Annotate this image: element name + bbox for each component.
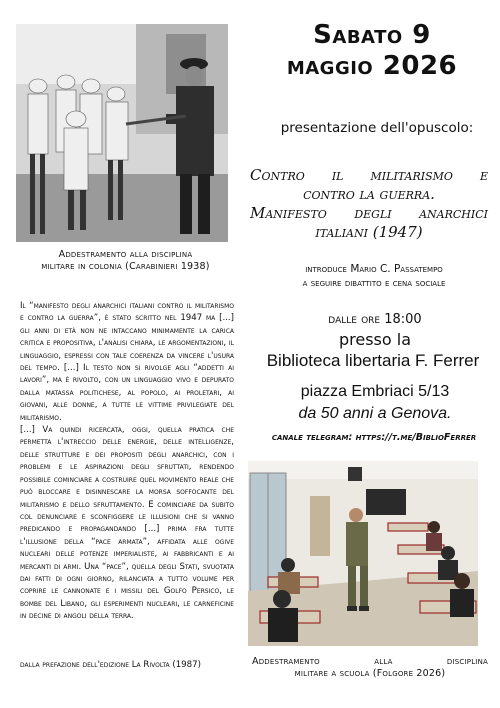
venue-name: Biblioteca libertaria F. Ferrer [266, 351, 480, 370]
photo2-caption-line: Addestramento alla disciplina [252, 656, 488, 667]
photo2-caption [252, 656, 488, 680]
pamphlet-title-line: contro la guerra. [303, 185, 435, 203]
venue-tagline: da 50 anni a Genova. [298, 405, 452, 422]
photo-colonial-training [16, 24, 228, 242]
photo1-caption-line: Addestramento alla disciplina [58, 249, 193, 260]
photo-school-training-image [248, 461, 478, 646]
manifesto-excerpt [20, 300, 234, 623]
start-time: dalle ore 18:00 [328, 312, 422, 327]
pamphlet-title-line: Manifesto degli anarchici [250, 204, 488, 222]
telegram-link[interactable]: https://t.me/BiblioFerrer [355, 432, 477, 443]
pamphlet-title-line: Contro il militarismo e [250, 166, 488, 184]
venue-address: piazza Embriaci 5/13 [300, 383, 450, 400]
speaker-line: introduce Mario C. Passatempo [305, 263, 443, 275]
pamphlet-title [250, 166, 488, 242]
event-date-line: maggio 2026 [286, 51, 458, 81]
event-date-line: Sabato 9 [313, 20, 431, 50]
venue-prefix: presso la [338, 330, 412, 349]
event-date [248, 20, 496, 82]
presentation-intro: presentazione dell'opuscolo: [280, 120, 474, 136]
photo1-caption-line: militare in colonia (Carabinieri 1938) [41, 261, 210, 272]
photo-school-training [248, 461, 478, 646]
excerpt-source: dalla prefazione dell'edizione La Rivolta (1987) [20, 660, 201, 670]
program-line: a seguire dibattito e cena sociale [302, 277, 446, 289]
telegram-channel [252, 432, 496, 444]
pamphlet-title-line: italiani (1947) [315, 223, 423, 241]
telegram-label: canale telegram: [271, 432, 353, 443]
photo-colonial-training-image [16, 24, 228, 242]
photo2-caption-line: militare a scuola (Folgore 2026) [294, 668, 446, 679]
excerpt-paragraph: Il “manifesto degli anarchici italiani contro il militarismo e contro la guerra”, è stato scritto nel 1947 ma [...] gli anni di età non ne intaccano minimamente la carica critica e propositiva, l'analisi chiara, le argomentazioni, il linguaggio, espressi con tale coerenza da vincere l'usura del tempo. [...] Il testo non si rivolge agli “addetti ai lavori”, ma è rivolto, con un linguaggio vivo e depurato dalla matassa politichese, al popolo, ai proletari, ai giovani, alle donne, a tutte le vittime privilegiate del militarismo. [20, 301, 234, 423]
speaker-info [252, 262, 496, 290]
excerpt-paragraph: [...] Va quindi ricercata, oggi, quella pratica che permetta l'intreccio delle energie, delle intelligenze, delle strutture e dei propositi degli anarchici, con i problemi e le aspirazioni degli sfruttati, rendendo possibile cominciare a costruire quel movimento reale che può bloccare e disinnescare la morsa soffocante del militarismo e dello sfruttamento. E cominciare da subito col denunciare e sconfiggere le illusioni che si vanno predicando e propagandando [...] prima fra tutte l'illusione della “pace armata”, affidata alle ogive nucleari delle potenze imperialiste, ai fabbricanti e ai mercanti di armi. Una “pace”, quella degli Stati, svuotata dai fatti di ogni giorno, rilanciata a tutto volume per coprire le cannonate e i missili del Golfo Persico, le bombe del Libano, gli esperimenti nucleari, le carneficine in decine di angoli della terra. [20, 425, 234, 622]
photo1-caption [18, 249, 233, 273]
